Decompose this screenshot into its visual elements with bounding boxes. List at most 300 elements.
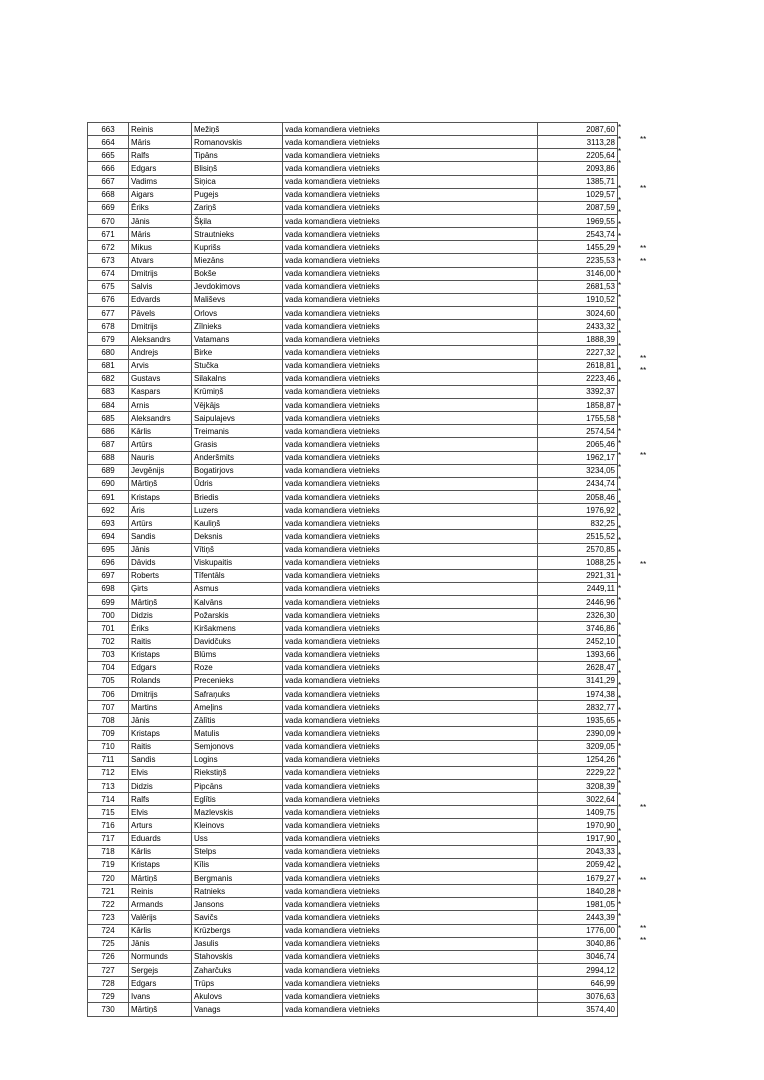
row-number-cell: 692 [88, 504, 129, 517]
row-number-cell: 666 [88, 162, 129, 175]
amount-cell: 2434,74 [538, 477, 618, 490]
amount-cell: 1840,28 [538, 885, 618, 898]
row-number-cell: 690 [88, 477, 129, 490]
row-number-cell: 671 [88, 228, 129, 241]
amount-cell: 2921,31 [538, 569, 618, 582]
first-name-cell: Edgars [129, 977, 192, 990]
single-asterisk-mark: * [618, 414, 622, 424]
last-name-cell: Saipulajevs [192, 412, 283, 425]
double-asterisk-mark: ** [640, 135, 647, 145]
row-number-cell: 718 [88, 845, 129, 858]
mark-row [618, 571, 658, 583]
single-asterisk-mark: * [618, 195, 622, 205]
row-number-cell: 689 [88, 464, 129, 477]
first-name-cell: Pāvels [129, 306, 192, 319]
amount-cell: 2093,86 [538, 162, 618, 175]
mark-row [618, 753, 658, 765]
first-name-cell: Jānis [129, 714, 192, 727]
last-name-cell: Grasis [192, 438, 283, 451]
mark-row [618, 450, 658, 462]
row-number-cell: 694 [88, 530, 129, 543]
mark-row [618, 729, 658, 741]
single-asterisk-mark: * [618, 645, 622, 655]
mark-row [618, 680, 658, 692]
row-number-cell: 686 [88, 425, 129, 438]
single-asterisk-mark: * [618, 353, 622, 363]
amount-cell: 1974,38 [538, 688, 618, 701]
mark-row [618, 741, 658, 753]
single-asterisk-mark: * [618, 123, 622, 132]
position-cell: vada komandiera vietnieks [283, 727, 538, 740]
row-number-cell: 664 [88, 136, 129, 149]
single-asterisk-mark: * [618, 754, 622, 764]
double-asterisk-mark: ** [640, 244, 647, 254]
first-name-cell: Normunds [129, 950, 192, 963]
row-number-cell: 693 [88, 517, 129, 530]
mark-row [618, 668, 658, 680]
row-number-cell: 703 [88, 648, 129, 661]
mark-row [618, 547, 658, 559]
first-name-cell: Māris [129, 228, 192, 241]
row-number-cell: 684 [88, 398, 129, 411]
first-name-cell: Andrejs [129, 346, 192, 359]
table-row [88, 254, 618, 267]
table-row [88, 661, 618, 674]
single-asterisk-mark: * [618, 802, 622, 812]
row-number-cell: 729 [88, 990, 129, 1003]
first-name-cell: Mārtiņš [129, 477, 192, 490]
first-name-cell: Māris [129, 136, 192, 149]
single-asterisk-mark: * [618, 681, 622, 691]
amount-cell: 2449,11 [538, 582, 618, 595]
row-number-cell: 716 [88, 819, 129, 832]
row-number-cell: 673 [88, 254, 129, 267]
mark-row [618, 413, 658, 425]
amount-cell: 2515,52 [538, 530, 618, 543]
mark-row [618, 316, 658, 328]
first-name-cell: Eduards [129, 832, 192, 845]
last-name-cell: Zaharčuks [192, 964, 283, 977]
table-row [88, 438, 618, 451]
table-row [88, 136, 618, 149]
single-asterisk-mark: * [618, 693, 622, 703]
amount-cell: 2227,32 [538, 346, 618, 359]
last-name-cell: Miezāns [192, 254, 283, 267]
table-row [88, 385, 618, 398]
single-asterisk-mark: * [618, 462, 622, 472]
last-name-cell: Jasulis [192, 937, 283, 950]
last-name-cell: Blisiņš [192, 162, 283, 175]
single-asterisk-mark: * [618, 232, 622, 242]
last-name-cell: Pugejs [192, 188, 283, 201]
table-row [88, 766, 618, 779]
position-cell: vada komandiera vietnieks [283, 359, 538, 372]
marks-column [618, 122, 658, 948]
last-name-cell: Asmus [192, 582, 283, 595]
row-number-cell: 699 [88, 596, 129, 609]
amount-cell: 2205,64 [538, 149, 618, 162]
table-body [88, 123, 618, 1017]
position-cell: vada komandiera vietnieks [283, 990, 538, 1003]
mark-row [618, 341, 658, 353]
mark-row [618, 256, 658, 268]
mark-row [618, 158, 658, 170]
mark-row [618, 243, 658, 255]
position-cell: vada komandiera vietnieks [283, 333, 538, 346]
amount-cell: 2059,42 [538, 858, 618, 871]
last-name-cell: Silakalns [192, 372, 283, 385]
mark-row [618, 511, 658, 523]
mark-row [618, 268, 658, 280]
position-cell: vada komandiera vietnieks [283, 490, 538, 503]
single-asterisk-mark: * [618, 875, 622, 885]
single-asterisk-mark: * [618, 790, 622, 800]
amount-cell: 1910,52 [538, 293, 618, 306]
last-name-cell: Precenieks [192, 674, 283, 687]
position-cell: vada komandiera vietnieks [283, 937, 538, 950]
single-asterisk-mark: * [618, 305, 622, 315]
mark-row [618, 207, 658, 219]
position-cell: vada komandiera vietnieks [283, 674, 538, 687]
row-number-cell: 730 [88, 1003, 129, 1016]
mark-row [618, 923, 658, 935]
single-asterisk-mark: * [618, 717, 622, 727]
mark-row [618, 353, 658, 365]
first-name-cell: Nauris [129, 451, 192, 464]
amount-cell: 1976,92 [538, 504, 618, 517]
first-name-cell: Elvis [129, 766, 192, 779]
last-name-cell: Riekstiņš [192, 766, 283, 779]
amount-cell: 2087,59 [538, 201, 618, 214]
table-row [88, 898, 618, 911]
last-name-cell: Vanags [192, 1003, 283, 1016]
amount-cell: 2229,22 [538, 766, 618, 779]
single-asterisk-mark: * [618, 560, 622, 570]
table-row [88, 793, 618, 806]
row-number-cell: 678 [88, 320, 129, 333]
position-cell: vada komandiera vietnieks [283, 254, 538, 267]
row-number-cell: 709 [88, 727, 129, 740]
mark-row [618, 887, 658, 899]
table-row [88, 293, 618, 306]
mark-row [618, 389, 658, 401]
row-number-cell: 700 [88, 609, 129, 622]
single-asterisk-mark: * [618, 936, 622, 946]
last-name-cell: Trūps [192, 977, 283, 990]
single-asterisk-mark: * [618, 535, 622, 545]
first-name-cell: Ivans [129, 990, 192, 1003]
double-asterisk-mark: ** [640, 936, 647, 946]
row-number-cell: 683 [88, 385, 129, 398]
row-number-cell: 672 [88, 241, 129, 254]
position-cell: vada komandiera vietnieks [283, 911, 538, 924]
first-name-cell: Aleksandrs [129, 333, 192, 346]
single-asterisk-mark: * [618, 596, 622, 606]
amount-cell: 3046,74 [538, 950, 618, 963]
last-name-cell: Siņica [192, 175, 283, 188]
table-row [88, 569, 618, 582]
last-name-cell: Požarskis [192, 609, 283, 622]
double-asterisk-mark: ** [640, 183, 647, 193]
row-number-cell: 676 [88, 293, 129, 306]
mark-row [618, 171, 658, 183]
amount-cell: 3113,28 [538, 136, 618, 149]
position-cell: vada komandiera vietnieks [283, 320, 538, 333]
row-number-cell: 696 [88, 556, 129, 569]
single-asterisk-mark: * [618, 450, 622, 460]
first-name-cell: Valērijs [129, 911, 192, 924]
mark-row [618, 838, 658, 850]
last-name-cell: Jevdokimovs [192, 280, 283, 293]
position-cell: vada komandiera vietnieks [283, 517, 538, 530]
position-cell: vada komandiera vietnieks [283, 372, 538, 385]
first-name-cell: Dāvids [129, 556, 192, 569]
single-asterisk-mark: * [618, 572, 622, 582]
position-cell: vada komandiera vietnieks [283, 924, 538, 937]
table-row [88, 320, 618, 333]
row-number-cell: 697 [88, 569, 129, 582]
position-cell: vada komandiera vietnieks [283, 201, 538, 214]
position-cell: vada komandiera vietnieks [283, 832, 538, 845]
single-asterisk-mark: * [618, 402, 622, 412]
mark-row [618, 583, 658, 595]
amount-cell: 3208,39 [538, 780, 618, 793]
table-row [88, 780, 618, 793]
first-name-cell: Jānis [129, 214, 192, 227]
mark-row [618, 535, 658, 547]
position-cell: vada komandiera vietnieks [283, 123, 538, 136]
mark-row [618, 863, 658, 875]
single-asterisk-mark: * [618, 220, 622, 230]
single-asterisk-mark: * [618, 620, 622, 630]
row-number-cell: 702 [88, 635, 129, 648]
table-row [88, 504, 618, 517]
mark-row [618, 765, 658, 777]
table-row [88, 885, 618, 898]
table-row [88, 819, 618, 832]
last-name-cell: Šķila [192, 214, 283, 227]
last-name-cell: Strautnieks [192, 228, 283, 241]
single-asterisk-mark: * [618, 742, 622, 752]
position-cell: vada komandiera vietnieks [283, 306, 538, 319]
last-name-cell: Blūms [192, 648, 283, 661]
amount-cell: 3141,29 [538, 674, 618, 687]
first-name-cell: Vadims [129, 175, 192, 188]
last-name-cell: Birke [192, 346, 283, 359]
first-name-cell: Mārtiņš [129, 872, 192, 885]
table-row [88, 582, 618, 595]
double-asterisk-mark: ** [640, 353, 647, 363]
single-asterisk-mark: * [618, 523, 622, 533]
row-number-cell: 707 [88, 701, 129, 714]
table-row [88, 425, 618, 438]
last-name-cell: Treimanis [192, 425, 283, 438]
position-cell: vada komandiera vietnieks [283, 228, 538, 241]
first-name-cell: Elvis [129, 806, 192, 819]
mark-row [618, 304, 658, 316]
mark-row [618, 608, 658, 620]
position-cell: vada komandiera vietnieks [283, 872, 538, 885]
single-asterisk-mark: * [618, 705, 622, 715]
mark-row [618, 656, 658, 668]
table-row [88, 451, 618, 464]
last-name-cell: Zariņš [192, 201, 283, 214]
last-name-cell: Davidčuks [192, 635, 283, 648]
table-row [88, 950, 618, 963]
table-row [88, 149, 618, 162]
single-asterisk-mark: * [618, 863, 622, 873]
table-row [88, 398, 618, 411]
position-cell: vada komandiera vietnieks [283, 175, 538, 188]
mark-row [618, 559, 658, 571]
amount-cell: 2058,46 [538, 490, 618, 503]
last-name-cell: Bogatirjovs [192, 464, 283, 477]
first-name-cell: Sandis [129, 753, 192, 766]
first-name-cell: Edgars [129, 162, 192, 175]
single-asterisk-mark: * [618, 268, 622, 278]
first-name-cell: Mikus [129, 241, 192, 254]
last-name-cell: Kauliņš [192, 517, 283, 530]
row-number-cell: 679 [88, 333, 129, 346]
amount-cell: 2043,33 [538, 845, 618, 858]
amount-cell: 2543,74 [538, 228, 618, 241]
position-cell: vada komandiera vietnieks [283, 793, 538, 806]
double-asterisk-mark: ** [640, 875, 647, 885]
single-asterisk-mark: * [618, 147, 622, 157]
position-cell: vada komandiera vietnieks [283, 898, 538, 911]
position-cell: vada komandiera vietnieks [283, 596, 538, 609]
row-number-cell: 680 [88, 346, 129, 359]
row-number-cell: 682 [88, 372, 129, 385]
mark-row [618, 790, 658, 802]
mark-row [618, 426, 658, 438]
table-row [88, 635, 618, 648]
first-name-cell: Mārtiņš [129, 1003, 192, 1016]
mark-row [618, 122, 658, 134]
table-row [88, 228, 618, 241]
mark-row [618, 219, 658, 231]
mark-row [618, 401, 658, 413]
amount-cell: 3146,00 [538, 267, 618, 280]
position-cell: vada komandiera vietnieks [283, 806, 538, 819]
first-name-cell: Ģirts [129, 582, 192, 595]
row-number-cell: 691 [88, 490, 129, 503]
position-cell: vada komandiera vietnieks [283, 136, 538, 149]
table-row [88, 701, 618, 714]
table-row [88, 806, 618, 819]
row-number-cell: 677 [88, 306, 129, 319]
single-asterisk-mark: * [618, 426, 622, 436]
first-name-cell: Kristaps [129, 490, 192, 503]
mark-row [618, 875, 658, 887]
single-asterisk-mark: * [618, 280, 622, 290]
table-row [88, 490, 618, 503]
position-cell: vada komandiera vietnieks [283, 346, 538, 359]
position-cell: vada komandiera vietnieks [283, 438, 538, 451]
last-name-cell: Mališevs [192, 293, 283, 306]
position-cell: vada komandiera vietnieks [283, 293, 538, 306]
amount-cell: 2433,32 [538, 320, 618, 333]
mark-row [618, 911, 658, 923]
last-name-cell: Jansons [192, 898, 283, 911]
position-cell: vada komandiera vietnieks [283, 556, 538, 569]
first-name-cell: Roberts [129, 569, 192, 582]
amount-cell: 2832,77 [538, 701, 618, 714]
position-cell: vada komandiera vietnieks [283, 569, 538, 582]
mark-row [618, 778, 658, 790]
row-number-cell: 668 [88, 188, 129, 201]
position-cell: vada komandiera vietnieks [283, 398, 538, 411]
first-name-cell: Edvards [129, 293, 192, 306]
amount-cell: 1088,25 [538, 556, 618, 569]
last-name-cell: Vatamans [192, 333, 283, 346]
mark-row [618, 377, 658, 389]
last-name-cell: Safraņuks [192, 688, 283, 701]
row-number-cell: 705 [88, 674, 129, 687]
amount-cell: 2235,53 [538, 254, 618, 267]
position-cell: vada komandiera vietnieks [283, 188, 538, 201]
row-number-cell: 706 [88, 688, 129, 701]
first-name-cell: Kristaps [129, 858, 192, 871]
amount-cell: 1679,27 [538, 872, 618, 885]
mark-row [618, 498, 658, 510]
last-name-cell: Stelps [192, 845, 283, 858]
position-cell: vada komandiera vietnieks [283, 385, 538, 398]
table-row [88, 924, 618, 937]
single-asterisk-mark: * [618, 377, 622, 387]
first-name-cell: Sandis [129, 530, 192, 543]
table-row [88, 346, 618, 359]
double-asterisk-mark: ** [640, 450, 647, 460]
amount-cell: 1393,66 [538, 648, 618, 661]
position-cell: vada komandiera vietnieks [283, 543, 538, 556]
position-cell: vada komandiera vietnieks [283, 504, 538, 517]
row-number-cell: 713 [88, 780, 129, 793]
mark-row [618, 183, 658, 195]
last-name-cell: Stahovskis [192, 950, 283, 963]
mark-row [618, 231, 658, 243]
amount-cell: 1935,65 [538, 714, 618, 727]
last-name-cell: Kleinovs [192, 819, 283, 832]
amount-cell: 1917,90 [538, 832, 618, 845]
table-row [88, 1003, 618, 1016]
last-name-cell: Roze [192, 661, 283, 674]
first-name-cell: Arturs [129, 819, 192, 832]
last-name-cell: Ameļins [192, 701, 283, 714]
amount-cell: 1970,90 [538, 819, 618, 832]
amount-cell: 832,25 [538, 517, 618, 530]
single-asterisk-mark: * [618, 632, 622, 642]
single-asterisk-mark: * [618, 256, 622, 266]
last-name-cell: Eglītis [192, 793, 283, 806]
row-number-cell: 685 [88, 412, 129, 425]
last-name-cell: Bergmanis [192, 872, 283, 885]
mark-row [618, 899, 658, 911]
first-name-cell: Reinis [129, 123, 192, 136]
table-row [88, 753, 618, 766]
amount-cell: 3022,64 [538, 793, 618, 806]
mark-row [618, 474, 658, 486]
table-row [88, 372, 618, 385]
first-name-cell: Jānis [129, 543, 192, 556]
position-cell: vada komandiera vietnieks [283, 280, 538, 293]
first-name-cell: Aigars [129, 188, 192, 201]
table-row [88, 412, 618, 425]
single-asterisk-mark: * [618, 365, 622, 375]
amount-cell: 1962,17 [538, 451, 618, 464]
first-name-cell: Dmitrijs [129, 267, 192, 280]
row-number-cell: 665 [88, 149, 129, 162]
